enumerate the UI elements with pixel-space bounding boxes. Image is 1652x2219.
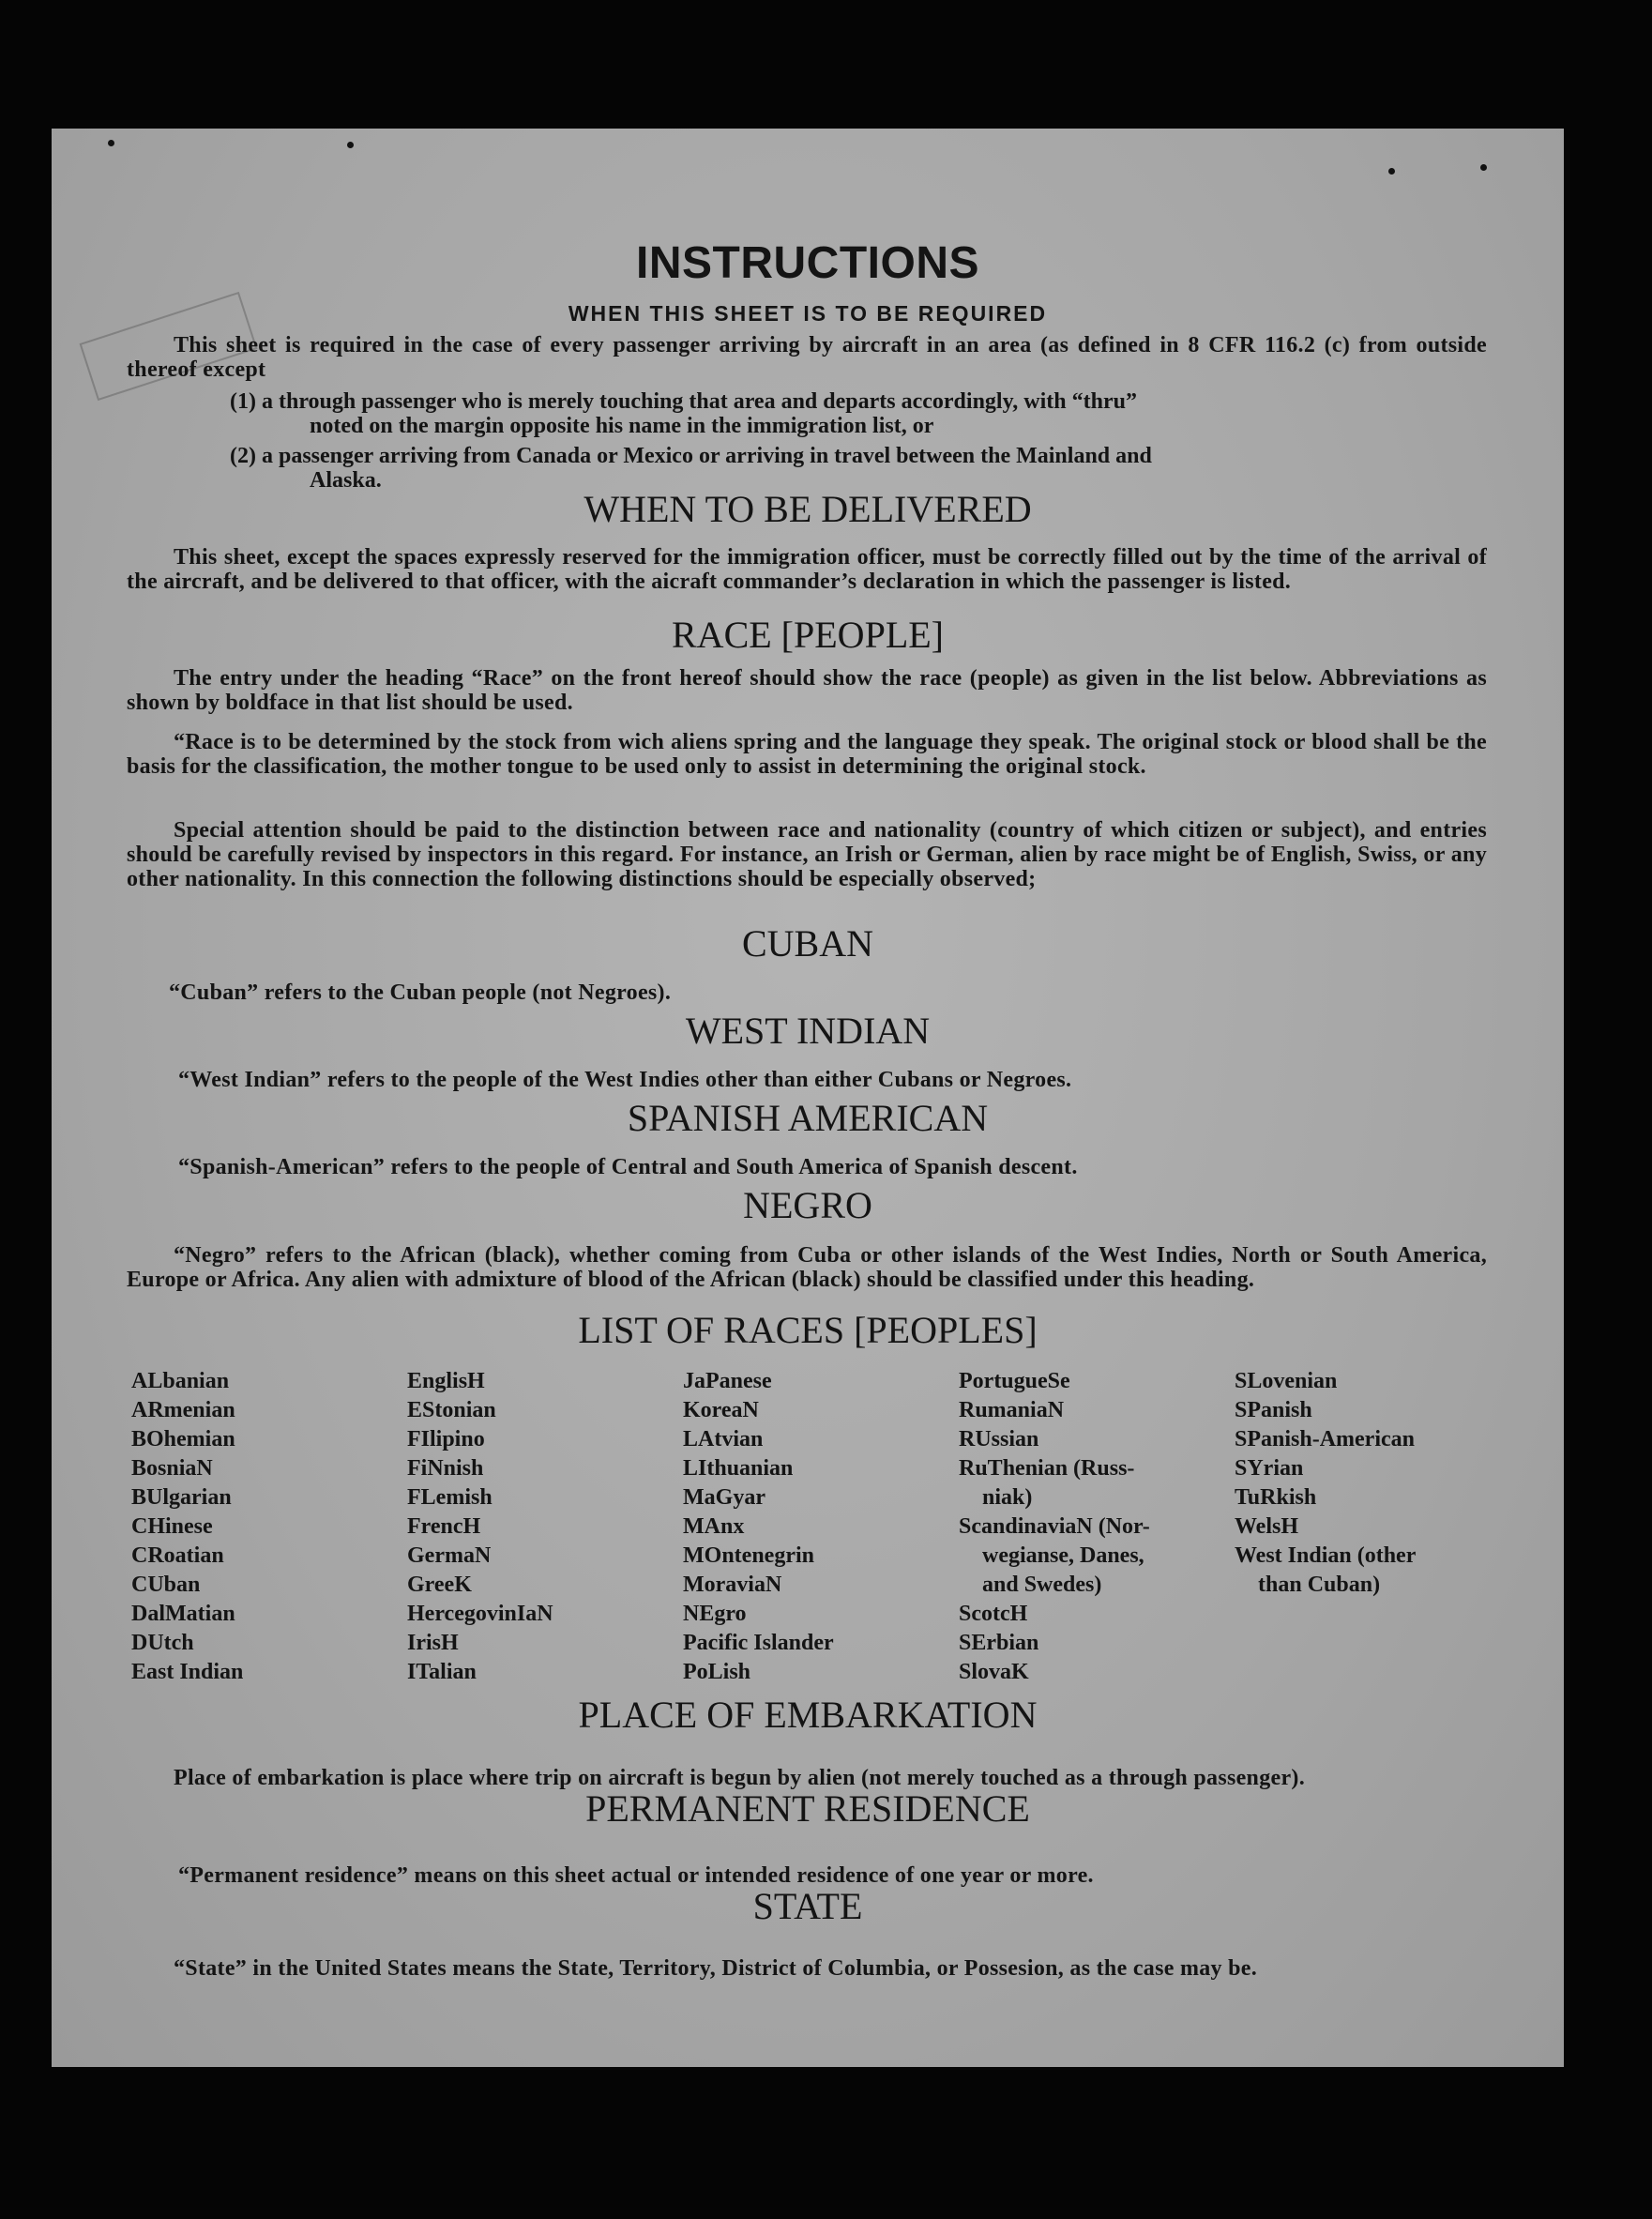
exception-continuation: Alaska.: [310, 468, 382, 493]
heading-state: STATE: [752, 1885, 863, 1927]
speck: [1480, 164, 1487, 171]
race-item: NEgro: [683, 1602, 747, 1626]
race-item: SlovaK: [959, 1660, 1029, 1684]
race-item: BOhemian: [131, 1427, 235, 1451]
intro-paragraph: This sheet is required in the case of every passenger arriving by aircraft in an area (as defined in 8 CFR 116.2 (c) from outside thereof except: [127, 333, 1487, 382]
race-item: CHinese: [131, 1514, 213, 1539]
races-column-2: [407, 1367, 683, 1687]
exception-text: through passenger who is merely touching that area and departs accordingly, with “thru”: [278, 389, 1137, 414]
race-item: wegianse, Danes,: [982, 1543, 1144, 1568]
race-item: RuThenian (Russ-: [959, 1456, 1135, 1481]
embarkation-paragraph: Place of embarkation is place where trip on aircraft is begun by alien (not merely touched as a through passenger).: [174, 1766, 1305, 1790]
race-item: MoraviaN: [683, 1573, 782, 1597]
exception-text: passenger arriving from Canada or Mexico or arriving in travel between the Mainland and: [278, 444, 1152, 468]
heading-spanish-american: SPANISH AMERICAN: [627, 1097, 989, 1139]
heading-negro: NEGRO: [743, 1184, 872, 1226]
heading-west-indian: WEST INDIAN: [685, 1010, 931, 1052]
race-item: CRoatian: [131, 1543, 224, 1568]
page-subtitle: WHEN THIS SHEET IS TO BE REQUIRED: [568, 301, 1048, 326]
race-item: GermaN: [407, 1543, 492, 1568]
races-column-5: [1235, 1367, 1510, 1687]
exception-number: (2) a: [230, 444, 273, 468]
race-item: SYrian: [1235, 1456, 1304, 1481]
race-item: FiNnish: [407, 1456, 484, 1481]
speck: [347, 142, 354, 148]
race-item: PoLish: [683, 1660, 751, 1684]
race-item: EnglisH: [407, 1369, 485, 1393]
race-paragraph-3: Special attention should be paid to the distinction between race and nationality (country of which citizen or subject), and entries should be carefully revised by inspectors in this regard. For instance, an Irish or German, alien by race might be of English, Swiss, or any other nationality. In this connection the following distinctions should be especially observed;: [127, 818, 1487, 891]
race-item: DalMatian: [131, 1602, 235, 1626]
race-item: MAnx: [683, 1514, 745, 1539]
cuban-paragraph: “Cuban” refers to the Cuban people (not Negroes).: [169, 980, 672, 1005]
race-item: ARmenian: [131, 1398, 235, 1422]
heading-list-of-races: LIST OF RACES [PEOPLES]: [578, 1309, 1038, 1351]
race-item: than Cuban): [1258, 1573, 1381, 1597]
race-item: FIlipino: [407, 1427, 485, 1451]
races-column-3: [683, 1367, 959, 1687]
race-item: JaPanese: [683, 1369, 772, 1393]
heading-cuban: CUBAN: [741, 922, 874, 965]
negro-paragraph: “Negro” refers to the African (black), whether coming from Cuba or other islands of the West Indies, North or South America, Europe or Africa. Any alien with admixture of blood of the African (black) should be classified under this heading.: [127, 1243, 1487, 1292]
race-item: and Swedes): [982, 1573, 1102, 1597]
exception-number: (1) a: [230, 389, 273, 414]
state-paragraph: “State” in the United States means the State, Territory, District of Columbia, or Possesion, as the case may be.: [174, 1956, 1258, 1981]
race-item: SPanish-American: [1235, 1427, 1415, 1451]
race-item: SPanish: [1235, 1398, 1312, 1422]
race-item: Pacific Islander: [683, 1631, 834, 1655]
race-item: WelsH: [1235, 1514, 1299, 1539]
race-item: DUtch: [131, 1631, 194, 1655]
races-column-1: [131, 1367, 407, 1687]
race-item: BosniaN: [131, 1456, 213, 1481]
race-item: RumaniaN: [959, 1398, 1065, 1422]
race-item: ScandinaviaN (Nor-: [959, 1514, 1150, 1539]
exception-1: [230, 389, 1487, 438]
race-item: ScotcH: [959, 1602, 1028, 1626]
race-item: West Indian (other: [1235, 1543, 1417, 1568]
spanish-american-paragraph: “Spanish-American” refers to the people of Central and South America of Spanish descent.: [178, 1155, 1078, 1179]
race-item: ALbanian: [131, 1369, 230, 1393]
races-column-4: [959, 1367, 1235, 1687]
race-paragraph-1: The entry under the heading “Race” on the front hereof should show the race (people) as given in the list below. Abbreviations as shown by boldface in that list should be used.: [127, 666, 1487, 715]
race-item: LIthuanian: [683, 1456, 794, 1481]
heading-when-delivered: WHEN TO BE DELIVERED: [584, 488, 1032, 530]
race-item: CUban: [131, 1573, 201, 1597]
race-item: RUssian: [959, 1427, 1039, 1451]
speck: [1388, 168, 1395, 175]
race-item: LAtvian: [683, 1427, 764, 1451]
race-item: niak): [982, 1485, 1033, 1510]
page-title: INSTRUCTIONS: [636, 238, 979, 288]
document-page: [52, 129, 1564, 2067]
race-item: TuRkish: [1235, 1485, 1317, 1510]
race-item: MaGyar: [683, 1485, 765, 1510]
race-item: SLovenian: [1235, 1369, 1338, 1393]
race-item: GreeK: [407, 1573, 472, 1597]
race-item: SErbian: [959, 1631, 1039, 1655]
races-list: [131, 1367, 1510, 1687]
heading-embarkation: PLACE OF EMBARKATION: [578, 1694, 1038, 1736]
heading-permanent-residence: PERMANENT RESIDENCE: [585, 1787, 1030, 1830]
race-item: BUlgarian: [131, 1485, 232, 1510]
race-item: MOntenegrin: [683, 1543, 814, 1568]
race-item: HercegovinIaN: [407, 1602, 553, 1626]
west-indian-paragraph: “West Indian” refers to the people of the West Indies other than either Cubans or Negroes.: [178, 1068, 1072, 1092]
race-item: FLemish: [407, 1485, 493, 1510]
race-item: IrisH: [407, 1631, 459, 1655]
delivered-paragraph: This sheet, except the spaces expressly reserved for the immigration officer, must be correctly filled out by the time of the arrival of the aircraft, and be delivered to that officer, with the aicraft commander’s declaration in which the passenger is listed.: [127, 545, 1487, 594]
race-item: EStonian: [407, 1398, 496, 1422]
heading-race: RACE [PEOPLE]: [672, 614, 944, 656]
race-item: KoreaN: [683, 1398, 759, 1422]
speck: [108, 140, 114, 146]
residence-paragraph: “Permanent residence” means on this sheet actual or intended residence of one year or more.: [178, 1863, 1094, 1888]
exception-2: [230, 444, 1487, 493]
exception-continuation: noted on the margin opposite his name in the immigration list, or: [310, 414, 934, 438]
race-item: FrencH: [407, 1514, 481, 1539]
race-item: ITalian: [407, 1660, 477, 1684]
race-item: PortugueSe: [959, 1369, 1070, 1393]
race-paragraph-2: “Race is to be determined by the stock from wich aliens spring and the language they speak. The original stock or blood shall be the basis for the classification, the mother tongue to be used only to assist in determining the original stock.: [127, 730, 1487, 779]
race-item: East Indian: [131, 1660, 244, 1684]
